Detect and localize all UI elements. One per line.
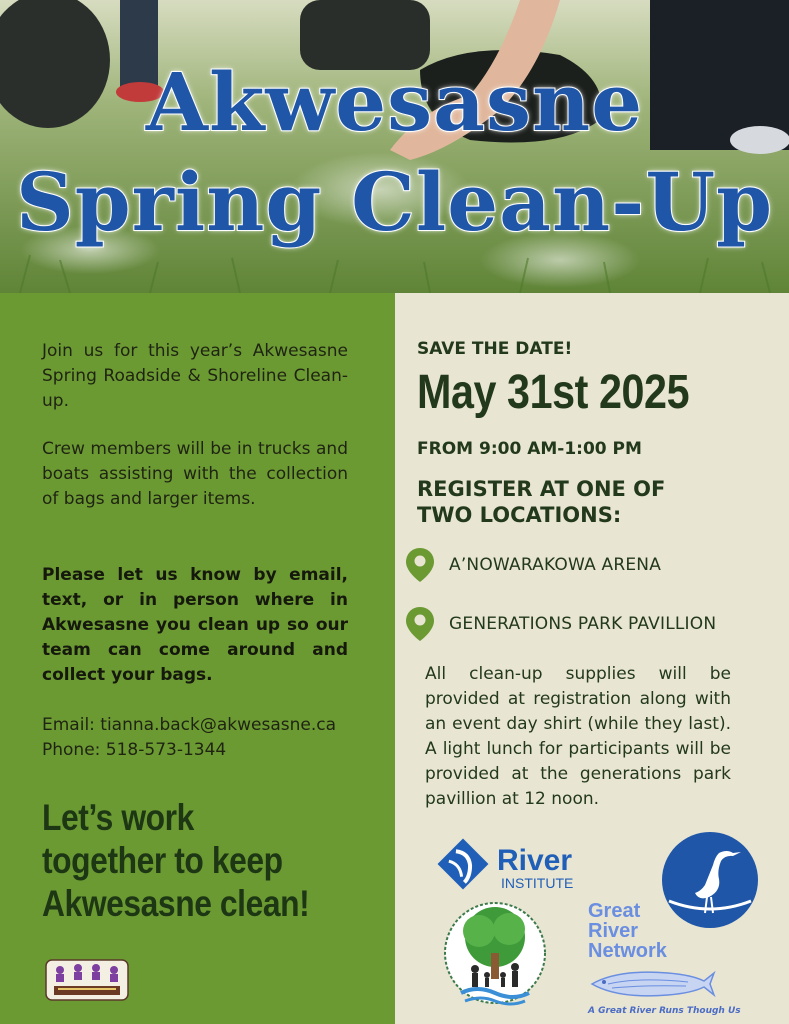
supplies-paragraph: All clean-up supplies will be provided at registration along with an event day shirt (while they last). A light lunch for participants will be provided at the generations park pavillion at 12 noon. <box>425 664 731 809</box>
grn-tagline: A Great River Runs Though Us <box>588 1006 741 1016</box>
cta-line1: Let’s work <box>42 797 194 838</box>
left-panel <box>0 293 395 1024</box>
tree-family-logo <box>443 897 547 1013</box>
hero-title-line1: Akwesasne <box>145 55 644 149</box>
location-item <box>405 606 716 642</box>
save-the-date-label: SAVE THE DATE! <box>417 339 573 359</box>
email-text[interactable]: Email: tianna.back@akwesasne.ca <box>42 715 337 735</box>
crew-paragraph: Crew members will be in trucks and boats assisting with the collection of bags and larger items. <box>42 439 348 509</box>
grn-line3: Network <box>588 940 667 962</box>
intro-paragraph: Join us for this year’s Akwesasne Spring Roadside & Shoreline Clean-up. <box>42 341 348 411</box>
grn-line2: River <box>588 920 639 942</box>
event-time: FROM 9:00 AM-1:00 PM <box>417 439 642 459</box>
location-label: GENERATIONS PARK PAVILLION <box>449 614 717 634</box>
great-river-network-logo <box>588 901 748 1019</box>
mohawk-council-logo <box>44 958 130 1002</box>
location-pin-icon <box>405 547 435 583</box>
grn-wordmark <box>588 901 667 961</box>
event-date: May 31st 2025 <box>417 366 690 419</box>
contact-block <box>42 713 336 763</box>
hero-title-line2: Spring Clean-Up <box>15 155 774 249</box>
river-institute-sub: INSTITUTE <box>501 875 574 891</box>
right-panel <box>395 293 789 1024</box>
river-institute-logo <box>437 838 597 894</box>
grn-line1: Great <box>588 900 641 922</box>
location-label: A’NOWARAKOWA ARENA <box>449 555 662 575</box>
register-line1: REGISTER AT ONE OF <box>417 477 666 501</box>
hero-banner <box>0 0 789 293</box>
location-pin-icon <box>405 606 435 642</box>
phone-text[interactable]: Phone: 518-573-1344 <box>42 740 227 760</box>
cta-line2: together to keep <box>42 840 283 881</box>
register-heading <box>417 476 757 528</box>
location-item <box>405 547 661 583</box>
river-institute-name: River <box>497 844 573 877</box>
call-to-action <box>42 796 326 925</box>
fish-icon <box>588 967 716 1001</box>
notice-paragraph: Please let us know by email, text, or in person where in Akwesasne you clean up so our team can come around and collect your bags. <box>42 565 348 685</box>
cta-line3: Akwesasne clean! <box>42 883 310 924</box>
register-line2: TWO LOCATIONS: <box>417 503 622 527</box>
